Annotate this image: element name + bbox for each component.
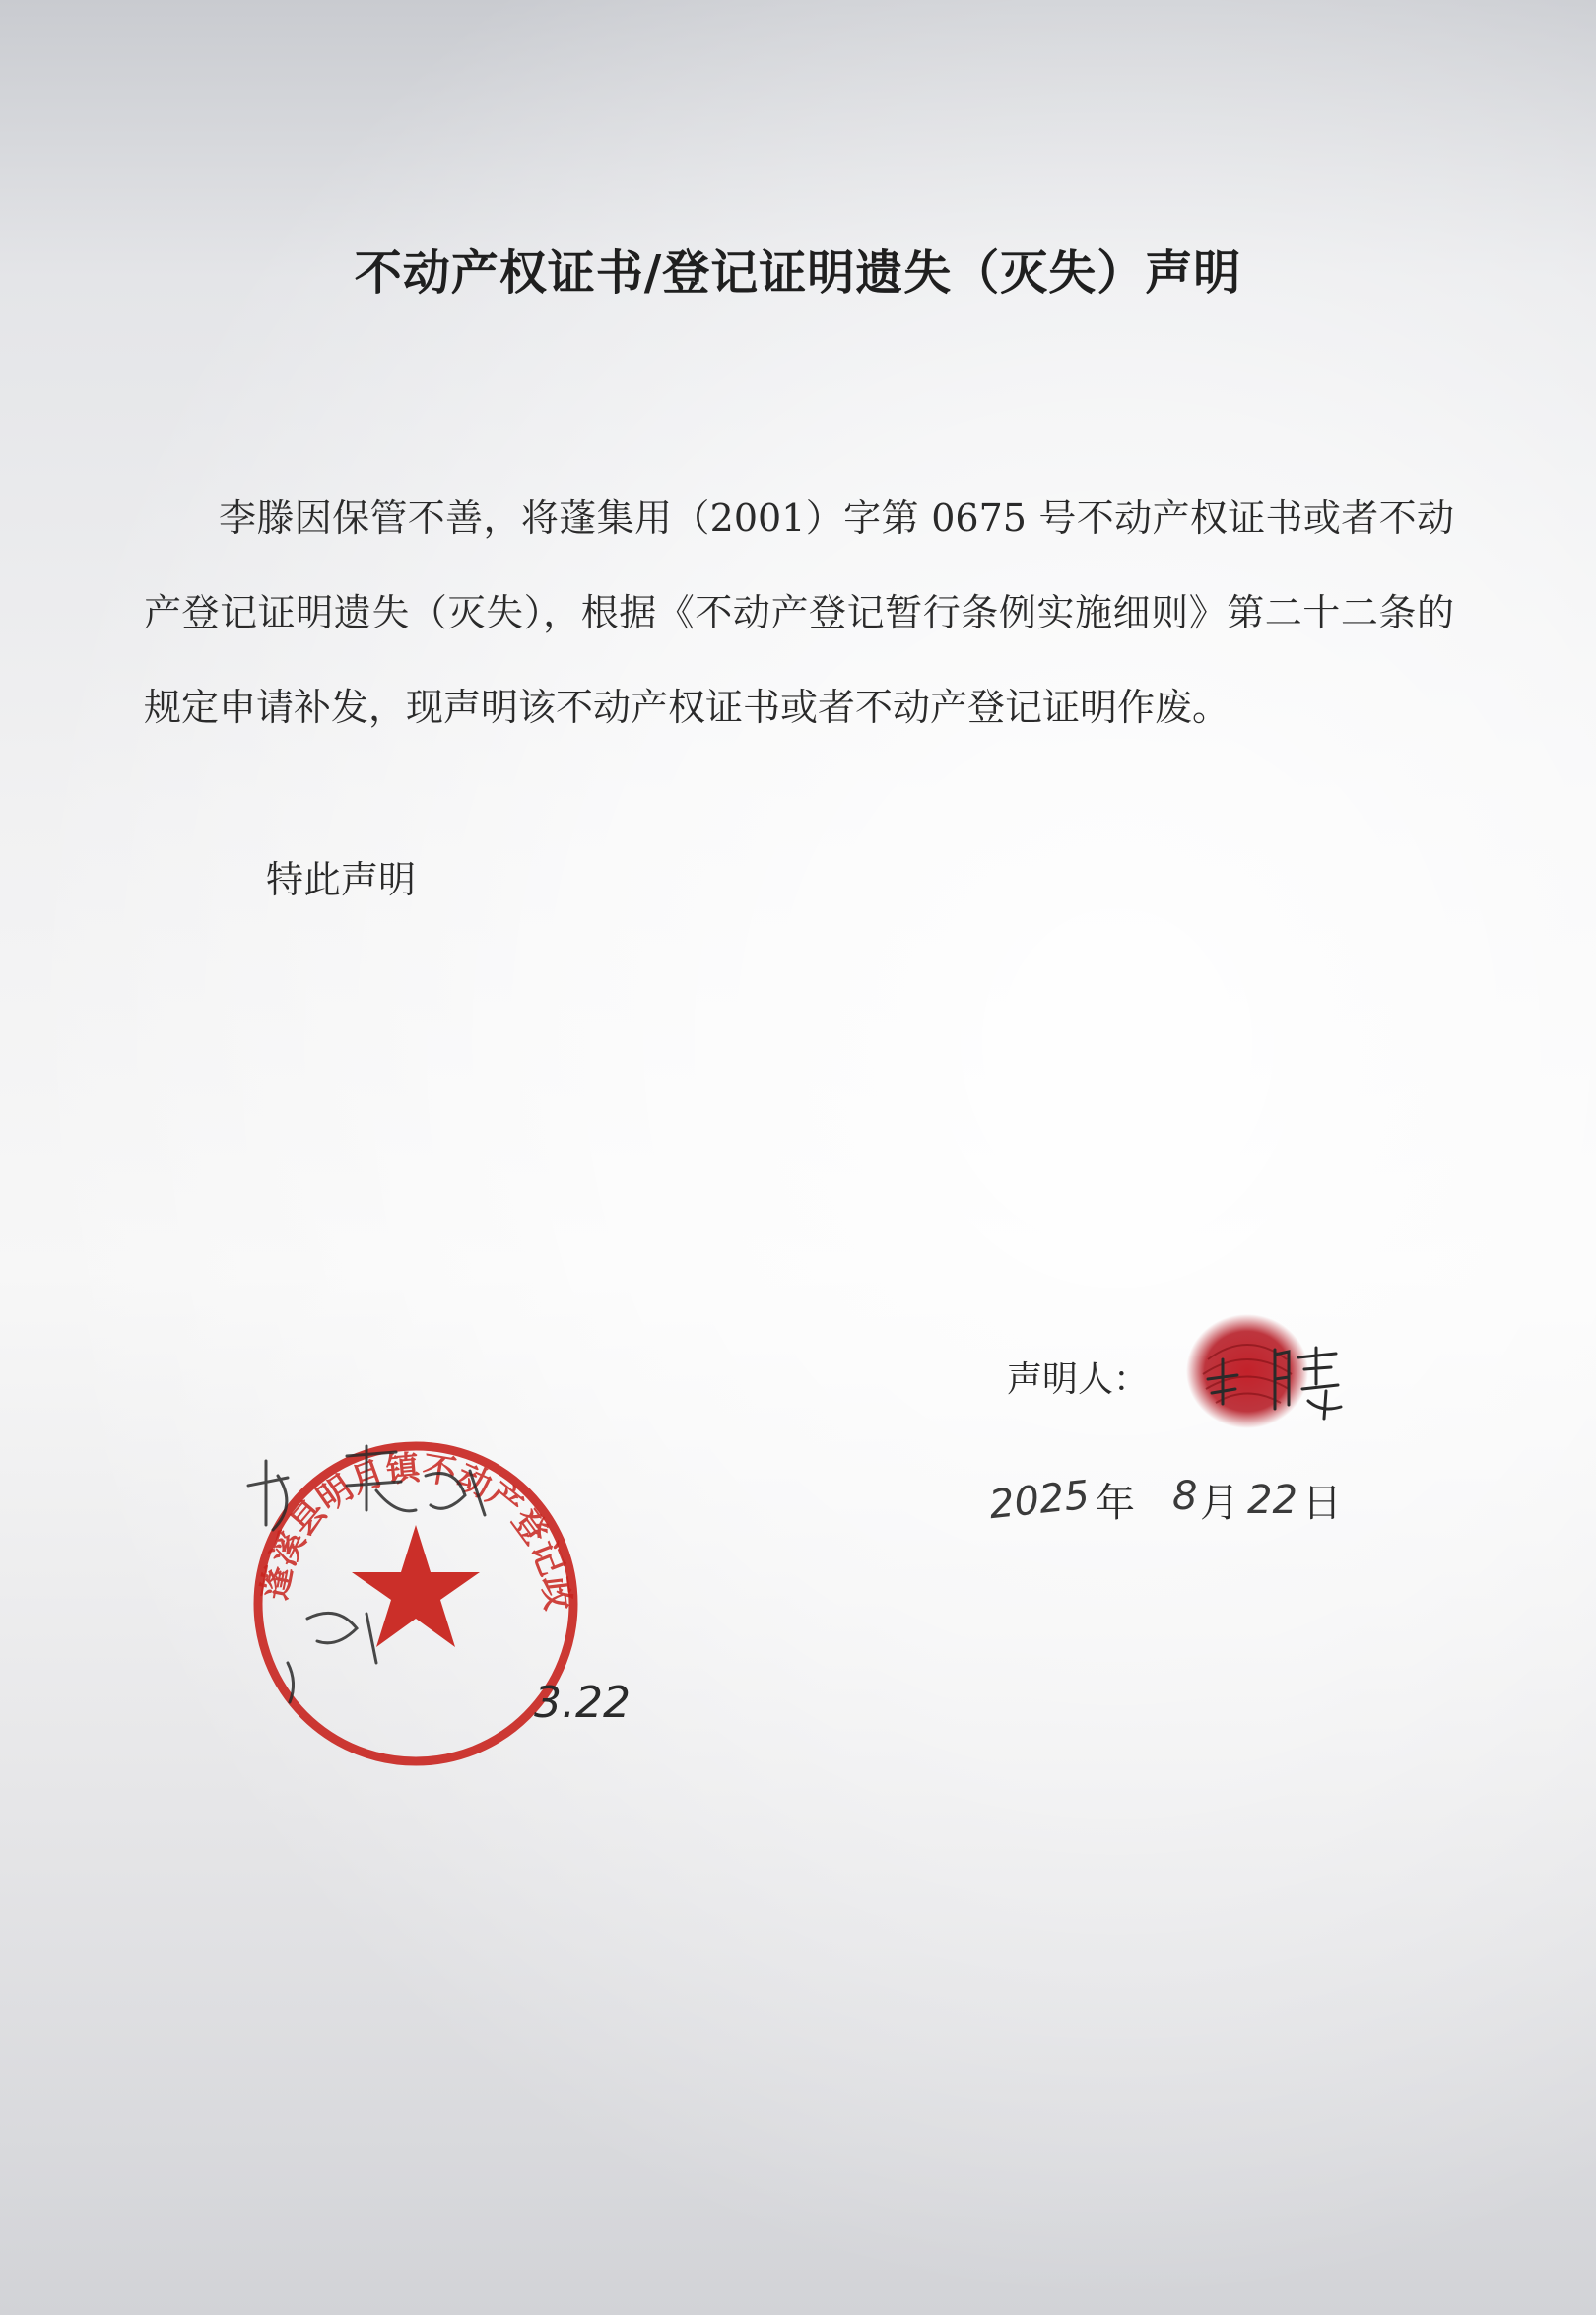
official-seal-area [229,1417,642,1771]
date-year: 2025 [986,1472,1092,1529]
seal-handwritten-date: 3.22 [534,1678,631,1728]
fingerprint-signature [1178,1310,1356,1438]
document-title: 不动产权证书/登记证明遗失（灭失）声明 [354,245,1242,300]
date-month-unit: 月 [1200,1481,1239,1526]
signature-date [986,1468,1383,1547]
official-seal [229,1417,642,1771]
signature-area [1178,1310,1356,1438]
statement-paragraph: 李滕因保管不善，将蓬集用（2001）字第 0675 号不动产权证书或者不动产登记证明遗失（灭失），根据《不动产登记暂行条例实施细则》第二十二条的规定申请补发，现声明该不动产权证书或者不动产登记证明作废。 [144,496,1454,729]
seal-text: 蓬溪县明月镇不动产登记政 [254,1448,577,1613]
statement-body [144,471,1454,755]
date-day: 22 [1247,1478,1297,1523]
date-year-unit: 年 [1096,1481,1135,1526]
date-month: 8 [1172,1474,1198,1519]
date-day-unit: 日 [1302,1481,1342,1526]
closing-statement: 特此声明 [266,858,417,901]
declarant-label: 声明人： [1007,1359,1150,1400]
